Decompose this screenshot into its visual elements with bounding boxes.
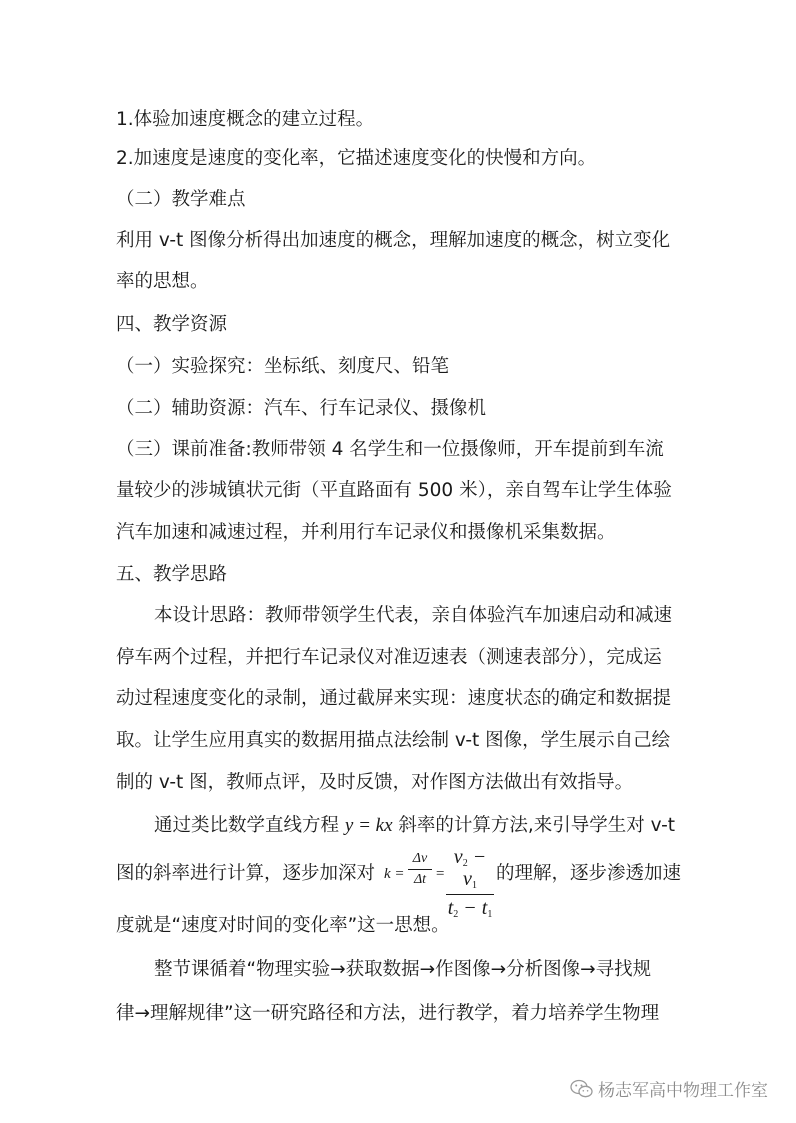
section-heading: 五、教学思路: [116, 564, 228, 585]
text-line: （二）辅助资源：汽车、行车记录仪、摄像机: [116, 398, 487, 419]
paragraph-start: 本设计思路：教师带领学生代表，亲自体验汽车加速启动和减速: [154, 605, 673, 626]
paragraph-start: [154, 816, 675, 836]
text-line: 量较少的涉城镇状元街（平直路面有 500 米），亲自驾车让学生体验: [116, 480, 672, 501]
text-line: [116, 865, 375, 884]
text-segment: 通过类比数学直线方程: [154, 815, 340, 836]
text-line: 度就是“速度对时间的变化率”这一思想。: [116, 915, 450, 936]
text-line: 1.体验加速度概念的建立过程。: [116, 109, 375, 130]
text-line: 停车两个过程，并把行车记录仪对准迈速表（测速表部分），完成运: [116, 647, 662, 668]
fraction-v-t: [446, 847, 494, 920]
line-equation: y = kx: [344, 815, 393, 836]
formula-equals: =: [435, 866, 446, 882]
formula-k: k =: [384, 866, 405, 882]
watermark: [570, 1076, 768, 1101]
text-line: （三）课前准备:教师带领 4 名学生和一位摄像师，开车提前到车流: [116, 439, 664, 460]
section-heading: 四、教学资源: [116, 314, 228, 335]
wechat-icon: [570, 1079, 594, 1099]
text-line: 2.加速度是速度的变化率，它描述速度变化的快慢和方向。: [116, 148, 597, 169]
text-line: 汽车加速和减速过程，并利用行车记录仪和摄像机采集数据。: [116, 522, 616, 543]
fraction-bar: [408, 869, 432, 870]
text-line: 动过程速度变化的录制，通过截屏来实现：速度状态的确定和数据提: [116, 688, 672, 709]
fraction-bar: [446, 894, 494, 895]
text-line: 取。让学生应用真实的数据用描点法绘制 v-t 图像，学生展示自己绘: [116, 730, 671, 751]
watermark-text: 杨志军高中物理工作室: [598, 1081, 768, 1101]
text-line: 利用 v-t 图像分析得出加速度的概念，理解加速度的概念，树立变化: [116, 230, 671, 251]
text-segment: 的理解，逐步渗透加速: [496, 863, 682, 884]
denominator: $t_2 - t_1$: [447, 897, 493, 920]
section-heading: （二）教学难点: [116, 189, 246, 210]
numerator: $v_2 - v_1$: [453, 846, 487, 891]
text-line: （一）实验探究：坐标纸、刻度尺、铅笔: [116, 356, 450, 377]
text-segment: 图的斜率进行计算，逐步加深对: [116, 863, 376, 884]
text-line: 制的 v-t 图，教师点评，及时反馈，对作图方法做出有效指导。: [116, 772, 634, 793]
text-segment: 斜率的计算方法,来引导学生对 v-t: [398, 815, 676, 836]
paragraph-start: 整节课循着“物理实验→获取数据→作图像→分析图像→寻找规: [154, 959, 652, 980]
delta-t: Δt: [413, 872, 427, 887]
fraction-dv-dt: [408, 852, 432, 887]
text-line: 律→理解规律”这一研究路径和方法，进行教学，着力培养学生物理: [116, 1003, 660, 1024]
text-line: 率的思想。: [116, 271, 209, 292]
delta-v: Δv: [412, 851, 428, 866]
